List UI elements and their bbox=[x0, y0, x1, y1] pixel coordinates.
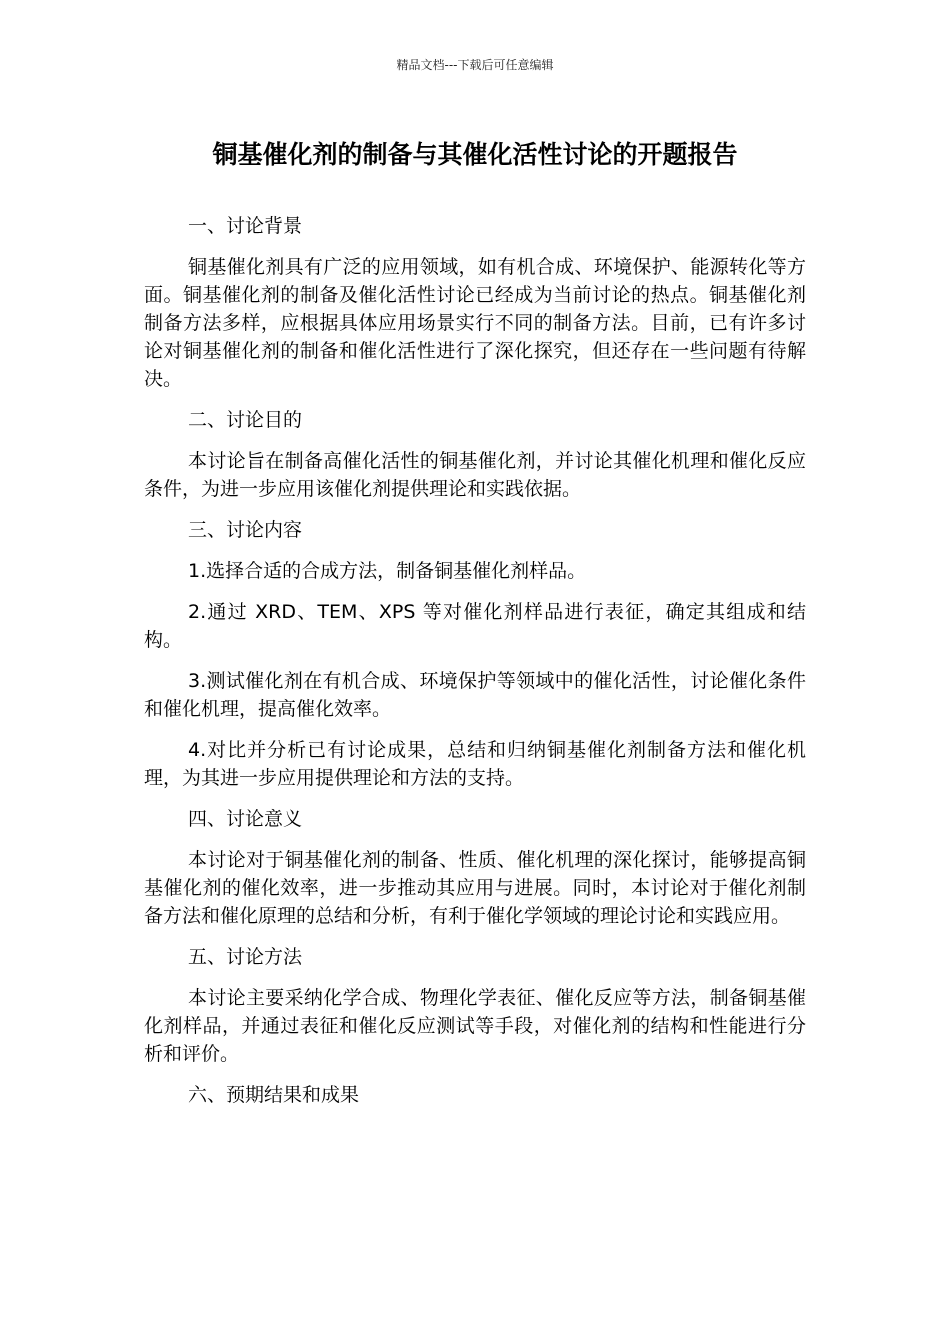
section-heading-background: 一、讨论背景 bbox=[188, 215, 303, 237]
document-title: 铜基催化剂的制备与其催化活性讨论的开题报告 bbox=[212, 140, 738, 169]
content-item-1: 1.选择合适的合成方法，制备铜基催化剂样品。 bbox=[188, 560, 587, 582]
section-heading-expected-results: 六、预期结果和成果 bbox=[188, 1084, 360, 1106]
section-heading-significance: 四、讨论意义 bbox=[188, 808, 303, 830]
paragraph-methods: 本讨论主要采纳化学合成、物理化学表征、催化反应等方法，制备铜基催化剂样品，并通过表征和催化反应测试等手段，对催化剂的结构和性能进行分析和评价。 bbox=[144, 987, 806, 1065]
paragraph-significance: 本讨论对于铜基催化剂的制备、性质、催化机理的深化探讨，能够提高铜基催化剂的催化效率，进一步推动其应用与进展。同时，本讨论对于催化剂制备方法和催化原理的总结和分析，有利于催化学领域的理论讨论和实践应用。 bbox=[144, 849, 806, 927]
content-item-2: 2.通过 XRD、TEM、XPS 等对催化剂样品进行表征，确定其组成和结构。 bbox=[144, 601, 806, 651]
page-header-watermark: 精品文档---下载后可任意编辑 bbox=[396, 58, 554, 72]
content-item-4: 4.对比并分析已有讨论成果，总结和归纳铜基催化剂制备方法和催化机理，为其进一步应用提供理论和方法的支持。 bbox=[144, 739, 806, 789]
document-body bbox=[144, 212, 806, 1122]
section-heading-methods: 五、讨论方法 bbox=[188, 946, 303, 968]
paragraph-background: 铜基催化剂具有广泛的应用领域，如有机合成、环境保护、能源转化等方面。铜基催化剂的制备及催化活性讨论已经成为当前讨论的热点。铜基催化剂制备方法多样，应根据具体应用场景实行不同的制备方法。目前，已有许多讨论对铜基催化剂的制备和催化活性进行了深化探究，但还存在一些问题有待解决。 bbox=[144, 256, 806, 390]
section-heading-purpose: 二、讨论目的 bbox=[188, 409, 303, 431]
paragraph-purpose: 本讨论旨在制备高催化活性的铜基催化剂，并讨论其催化机理和催化反应条件，为进一步应用该催化剂提供理论和实践依据。 bbox=[144, 450, 806, 500]
section-heading-content: 三、讨论内容 bbox=[188, 519, 303, 541]
content-item-3: 3.测试催化剂在有机合成、环境保护等领域中的催化活性，讨论催化条件和催化机理，提高催化效率。 bbox=[144, 670, 806, 720]
